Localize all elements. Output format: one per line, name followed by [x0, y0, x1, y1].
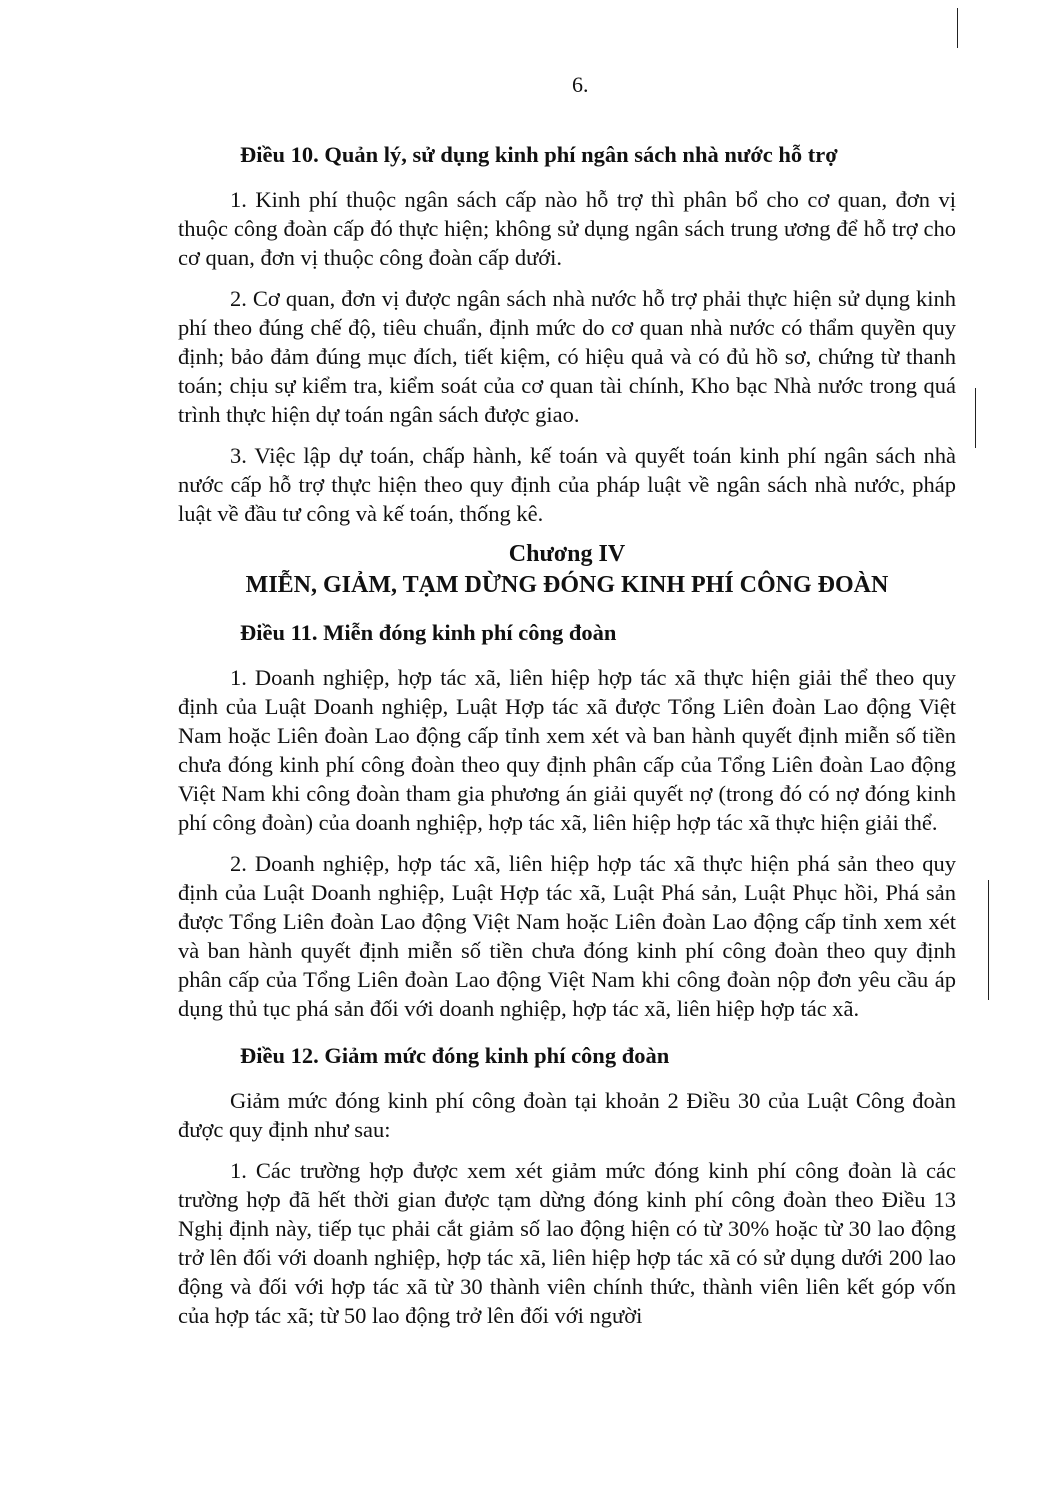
article-10-clause-2: 2. Cơ quan, đơn vị được ngân sách nhà nước hỗ trợ phải thực hiện sử dụng kinh phí theo đúng chế độ, tiêu chuẩn, định mức do cơ quan nhà nước có thẩm quyền quy định; bảo đảm đúng mục đích, tiết kiệm, có hiệu quả và có đủ hồ sơ, chứng từ thanh toán; chịu sự kiểm tra, kiểm soát của cơ quan tài chính, Kho bạc Nhà nước trong quá trình thực hiện dự toán ngân sách được giao.	[178, 286, 956, 427]
article-11-clause-1: 1. Doanh nghiệp, hợp tác xã, liên hiệp hợp tác xã thực hiện giải thể theo quy định của Luật Doanh nghiệp, Luật Hợp tác xã được Tổng Liên đoàn Lao động Việt Nam hoặc Liên đoàn Lao động cấp tỉnh xem xét và ban hành quyết định miễn số tiền chưa đóng kinh phí công đoàn theo quy định phân cấp của Tổng Liên đoàn Lao động Việt Nam khi công đoàn tham gia phương án giải quyết nợ (trong đó có nợ đóng kinh phí công đoàn) của doanh nghiệp, hợp tác xã, liên hiệp hợp tác xã thực hiện giải thể.	[178, 665, 956, 835]
article-11-clause-2: 2. Doanh nghiệp, hợp tác xã, liên hiệp hợp tác xã thực hiện phá sản theo quy định của Luật Doanh nghiệp, Luật Hợp tác xã, Luật Phá sản, Luật Phục hồi, Phá sản được Tổng Liên đoàn Lao động Việt Nam hoặc Liên đoàn Lao động cấp tỉnh xem xét và ban hành quyết định miễn số tiền chưa đóng kinh phí công đoàn theo quy định phân cấp của Tổng Liên đoàn Lao động Việt Nam khi công đoàn nộp đơn yêu cầu áp dụng thủ tục phá sản đối với doanh nghiệp, hợp tác xã, liên hiệp hợp tác xã.	[178, 851, 956, 1021]
article-12-title: Điều 12. Giảm mức đóng kinh phí công đoàn	[240, 1043, 670, 1068]
page-number: 6.	[572, 72, 589, 97]
scan-artifact-line	[957, 8, 958, 48]
article-10-clause-3: 3. Việc lập dự toán, chấp hành, kế toán và quyết toán kinh phí ngân sách nhà nước cấp hỗ trợ thực hiện theo quy định của pháp luật về ngân sách nhà nước, pháp luật về đầu tư công và kế toán, thống kê.	[178, 443, 956, 526]
scan-artifact-line	[988, 880, 989, 1000]
article-10-clause-1: 1. Kinh phí thuộc ngân sách cấp nào hỗ trợ thì phân bổ cho cơ quan, đơn vị thuộc công đoàn cấp đó thực hiện; không sử dụng ngân sách trung ương để hỗ trợ cho cơ quan, đơn vị thuộc công đoàn cấp dưới.	[178, 187, 956, 270]
document-body	[178, 140, 956, 1342]
article-12-clause-1: 1. Các trường hợp được xem xét giảm mức đóng kinh phí công đoàn là các trường hợp đã hết thời gian được tạm dừng đóng kinh phí công đoàn theo Điều 13 Nghị định này, tiếp tục phải cắt giảm số lao động hiện có từ 30% hoặc từ 30 lao động trở lên đối với doanh nghiệp, hợp tác xã, liên hiệp hợp tác xã có sử dụng dưới 200 lao động và đối với hợp tác xã từ 30 thành viên chính thức, thành viên liên kết góp vốn của hợp tác xã; từ 50 lao động trở lên đối với người	[178, 1158, 956, 1328]
chapter-heading	[178, 540, 956, 600]
article-10-title: Điều 10. Quản lý, sử dụng kinh phí ngân sách nhà nước hỗ trợ	[240, 142, 838, 167]
chapter-number: Chương IV	[508, 541, 626, 567]
scan-artifact-line	[975, 388, 976, 448]
article-11-title: Điều 11. Miễn đóng kinh phí công đoàn	[240, 620, 617, 645]
article-12-intro: Giảm mức đóng kinh phí công đoàn tại khoản 2 Điều 30 của Luật Công đoàn được quy định như sau:	[178, 1088, 956, 1142]
chapter-title: MIỄN, GIẢM, TẠM DỪNG ĐÓNG KINH PHÍ CÔNG ĐOÀN	[245, 572, 889, 598]
